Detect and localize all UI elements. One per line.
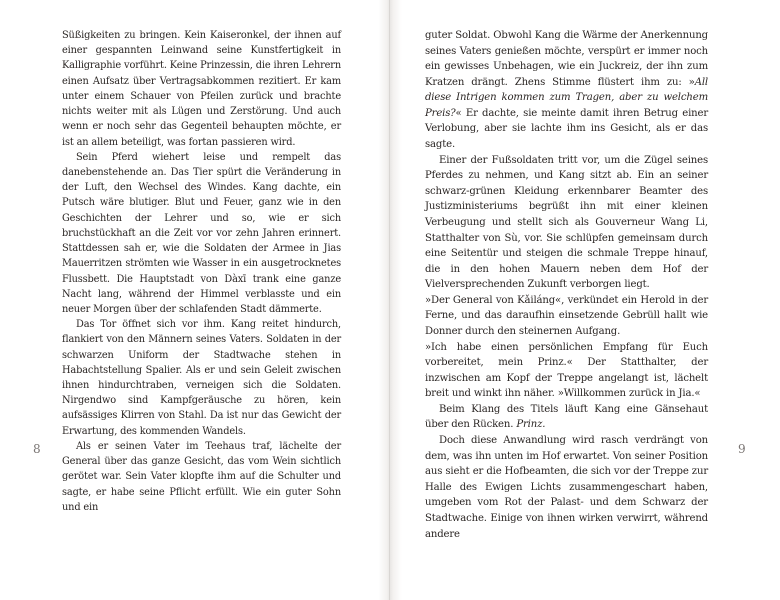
right-paragraph-1	[425, 28, 708, 153]
text-run: »Der General von Kǎiláng«, verkündet ein Herold in der Ferne, und das daraufhin einsetzende Gebrüll hallt wie Donner durch den steinernen Aufgang.	[425, 294, 708, 337]
italic-word: Prinz.	[516, 419, 546, 431]
text-run: Beim Klang des Titels läuft Kang eine Gänsehaut über den Rücken.	[425, 403, 708, 431]
right-paragraph-4	[425, 340, 708, 402]
left-paragraph-1: Süßigkeiten zu bringen. Kein Kaiseronkel, der ihnen auf einer gespannten Leinwand seine Kunstfertigkeit in Kalligraphie vorführt. Keine Prinzessin, die ihren Lehrern einen Aufsatz über Vertragsabkommen rezitiert. Er kam unter einem Schauer von Pfeilen zurück und brachte nichts weiter mit als Lügen und Zerstörung. Und auch wenn er noch sehr das Gegenteil behaupten möchte, er ist an allem beteiligt, was fortan passieren wird.	[62, 30, 341, 148]
right-page-text	[425, 28, 708, 542]
right-page-number: 9	[738, 442, 746, 456]
right-paragraph-5	[425, 402, 708, 433]
left-paragraph-2: Sein Pferd wiehert leise und rempelt das danebenstehende an. Das Tier spürt die Veränderung in der Luft, den Wechsel des Windes. Kang dachte, ein Putsch wäre blutiger. Blut und Feuer, ganz wie in den Geschichten der Lehrer und so, wie er sich bruchstückhaft an die Zeit vor vor zehn Jahren erinnert. Stattdessen sah er, wie die Soldaten der Armee in Jias Mauerritzen strömten wie Wasser in ein ausgetrocknetes Flussbett. Die Hauptstadt von Dàxī trank eine ganze Nacht lang, während der Himmel verblasste und ein neuer Morgen über der schlafenden Stadt dämmerte.	[62, 151, 341, 315]
right-paragraph-2	[425, 153, 708, 293]
text-run: Einer der Fußsoldaten tritt vor, um die Zügel seines Pferdes zu nehmen, und Kang sitzt ab. Ein an seiner schwarz-grünen Kleidung erkennbarer Beamter des Justizministeriums begrüßt ihn mit einer kleinen Verbeugung und stellt sich als Gouverneur Wang Li, Statthalter von Sù, vor. Sie schlüpfen gemeinsam durch eine Seitentür und steigen die schmale Treppe hinauf, die in den hohen Mauern neben dem Hof der Vielversprechenden Zukunft verborgen liegt.	[425, 154, 708, 291]
text-run: « Er dachte, sie meinte damit ihren Betrug einer Verlobung, aber sie lachte ihm ins Gesicht, als er das sagte.	[425, 107, 708, 151]
left-page-number: 8	[33, 442, 41, 456]
book-gutter	[389, 0, 390, 600]
text-run: guter Soldat. Obwohl Kang die Wärme der Anerkennung seines Vaters genießen möchte, verspürt er immer noch ein gewisses Unbehagen, wie ein Juckreiz, der ihn zum Kratzen drängt. Zhens Stimme flüstert ihm zu: »	[425, 30, 708, 88]
left-page-text	[62, 28, 341, 515]
right-paragraph-3	[425, 293, 708, 340]
left-paragraph-3: Das Tor öffnet sich vor ihm. Kang reitet hindurch, flankiert von den Männern seines Vaters. Soldaten in der schwarzen Uniform der Stadtwache stehen in Habachtstellung Spalier. Als er und sein Geleit zwischen ihnen hindurchtraben, verneigen sich die Soldaten. Nirgendwo sind Kampfgeräusche zu hören, kein aufsässiges Klirren von Stahl. Da ist nur das Gewicht der Erwartung, des kommenden Wandels.	[62, 319, 341, 437]
italic-quote: All diese Intrigen kommen zum Tragen, aber zu welchem Preis?	[425, 76, 708, 119]
text-run: »Ich habe einen persönlichen Empfang für Euch vorbereitet, mein Prinz.« Der Statthalter, der inzwischen am Kopf der Treppe angelangt ist, lächelt breit und winkt ihn näher. »Willkommen zurück in Jia.«	[425, 341, 708, 400]
text-run: Doch diese Anwandlung wird rasch verdrängt von dem, was ihn unten im Hof erwartet. Von seiner Position aus sieht er die Hofbeamten, die sich vor der Treppe zur Halle des Ewigen Lichts zusammengeschart haben, umgeben vom Rot der Palast- und dem Schwarz der Stadtwache. Einige von ihnen wirken verwirrt, während andere	[425, 435, 708, 540]
right-paragraph-6	[425, 433, 708, 542]
left-paragraph-4: Als er seinen Vater im Teehaus traf, lächelte der General über das ganze Gesicht, das vom Wein sichtlich gerötet war. Sein Vater klopfte ihm auf die Schulter und sagte, er habe seine Pflicht erfüllt. Wie ein guter Sohn und ein	[62, 440, 341, 513]
